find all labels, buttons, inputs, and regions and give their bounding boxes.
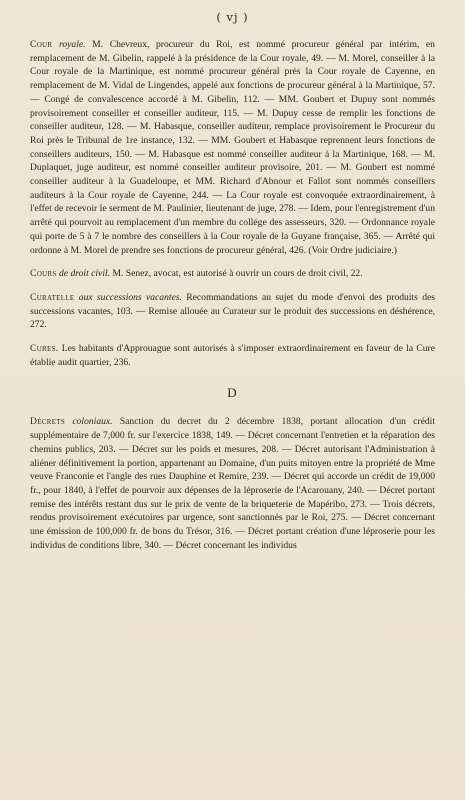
entry-text: Sanction du decret du 2 décembre 1838, portant allocation d'un crédit supplémentaire de 7,000 fr. sur l'exercice 1838, 149. — Décret concernant l'entretien et la réparation des chemins publics, 203. — Décret sur les poids et mesures, 208. — Décret autorisant l'Administration à aliéner définitivement la portion, appartenant au Domaine, d'un puits mitoyen entre la propriété de Mme veuve Franconie et l'angle des rues Dauphine et Remire, 239. — Décret qui accorde un crédit de 19,000 fr., pour 1840, à l'effet de pourvoir aux dépenses de la léproserie de l'Acarouany, 240. — Décret portant remise des intérêts restant dus sur le prix de vente de la briqueterie de Mapéribo, 273. — Trois décrets, rendus provisoirement exécutoires par urgence, sont sanctionnés par le Roi, 275. — Décret concernant une émission de 100,000 fr. de bons du Trésor, 316. — Décret portant création d'une léproserie pour les individus de conditions libre, 340. — Décret concernant les individus — [30, 416, 436, 551]
entry-text: Les habitants d'Approuague sont autorisés à s'imposer extraordinairement en faveur de la Cure établie audit quartier, 236. — [30, 343, 435, 368]
entry-heading-italic: royale. — [59, 39, 86, 50]
section-letter: D — [227, 385, 238, 401]
entry-curatelle — [30, 291, 435, 332]
entry-heading-italic: coloniaux. — [72, 416, 113, 428]
entry-heading: Cour — [30, 39, 53, 50]
entry-cours-droit-civil — [30, 267, 435, 281]
page-number: ( vj ) — [216, 10, 249, 24]
entry-text: M. Chevreux, procureur du Roi, est nommé procureur général par intérim, en remplacement de M. Gibelin, rappelé à la présidence de la Cour royale, 49. — M. Morel, conseiller à la Cour royale de la Martinique, est nommé procureur général près la Cour royale de Cayenne, en remplacement de M. Vidal de Lingendes, appelé aux fonctions de procureur général à la Martinique, 57. — Congé de convalescence accordé à M. Gibelin, 112. — MM. Goubert et Dupuy sont nommés provisoirement conseiller et conseiller auditeur, 115. — M. Dupuy cesse de remplir les fonctions de conseiller auditeur, 128. — M. Habasque, conseiller auditeur, remplace provisoirement le Procureur du Roi près le Tribunal de 1re instance, 132. — MM. Goubert et Habasque reprennent leurs fonctions de conseillers auditeurs, 150. — M. Habasque est nommé conseiller auditeur à la Martinique, 168. — M. Duplaquet, juge auditeur, est nommé conseiller auditeur provisoire, 201. — M. Goubert est nommé conseiller auditeur à la Guadeloupe, et MM. Richard d'Abnour et Fallot sont nommés conseillers auditeurs à la Cour royale de Cayenne, 244. — La Cour royale est convoquée extraordinairement, à l'effet de recevoir le serment de M. Paulinier, lieutenant de juge, 278. — Idem, pour l'enregistrement d'un arrêté qui pourvoit au remplacement d'un membre du collége des assesseurs, 320. — Ordonnance royale qui porte de 5 à 7 le nombre des conseillers à la Cour royale de la Guyane française, 365. — Arrêté qui ordonne à M. Morel de prendre ses fonctions de procureur général, 426. (Voir Ordre judiciaire.) — [30, 39, 435, 256]
entry-text: M. Senez, avocat, est autorisé à ouvrir un cours de droit civil, 22. — [110, 268, 363, 280]
entry-text: Recommandations au sujet du mode d'envoi des produits des successions vacantes, 103. — Remise allouée au Curateur sur le produit des successions en déshérence, 272. — [30, 291, 435, 331]
entry-heading-italic: aux successions vacantes. — [78, 291, 182, 303]
entry-heading: Cures. — [30, 343, 59, 355]
entry-heading: Cours — [30, 268, 57, 280]
entry-decrets-coloniaux — [30, 415, 435, 552]
entry-heading: Curatelle — [30, 291, 75, 303]
entry-cures — [30, 342, 435, 369]
entry-heading: Décrets — [30, 416, 66, 428]
entry-cour-royale — [30, 38, 435, 257]
entry-heading-italic: de droit civil. — [58, 268, 111, 280]
